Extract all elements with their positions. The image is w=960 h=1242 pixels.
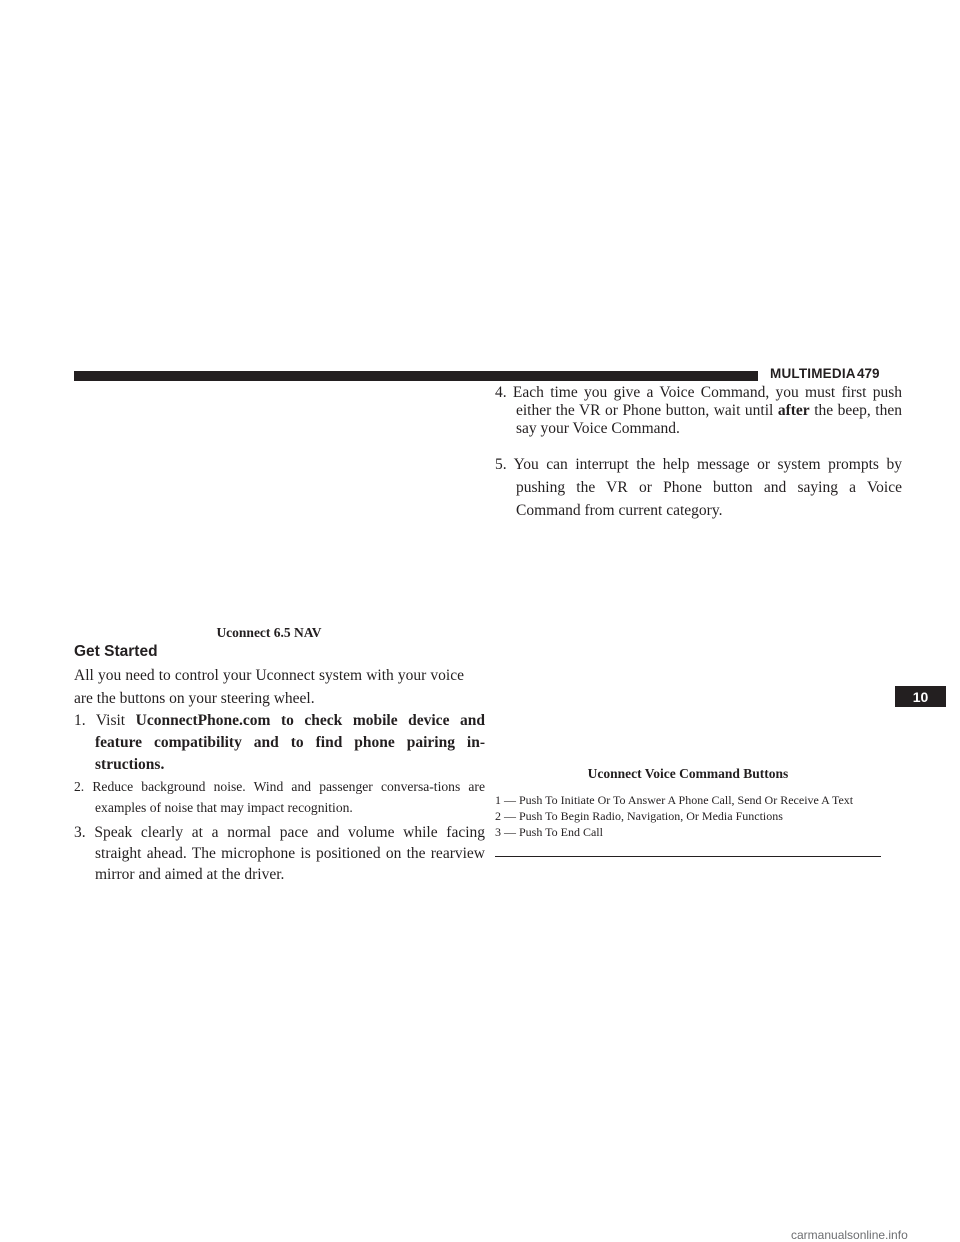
figure-caption-uconnect-nav: Uconnect 6.5 NAV <box>216 625 322 640</box>
step-text: UconnectPhone.com to check mobile device and feature compatibility and to find phone pairing in-structions. <box>95 712 485 773</box>
step-number: 3. <box>74 824 86 841</box>
step-number: 1. <box>74 712 86 729</box>
legend-item: 3 — Push To End Call <box>495 825 603 839</box>
step-text-end: the beep, then say your Voice Command. <box>516 402 902 437</box>
legend-item: 1 — Push To Initiate Or To Answer A Phone Call, Send Or Receive A Text <box>495 793 854 807</box>
step-text: You can interrupt the help message or system prompts by pushing the VR or Phone button and saying a Voice Command from current category. <box>513 456 902 519</box>
step-text: Reduce background noise. Wind and passenger conversa-tions are examples of noise that may impact recognition. <box>92 779 485 815</box>
section-title: MULTIMEDIA <box>770 366 856 381</box>
step-4 <box>495 384 902 438</box>
legend-rule <box>495 856 881 857</box>
step-2 <box>74 776 485 818</box>
step-text: Each time you give a Voice Command, you must first push either the VR or Phone button, wait until <box>512 384 902 419</box>
footer-watermark: carmanualsonline.info <box>791 1228 908 1242</box>
step-1 <box>74 710 485 776</box>
step-lead: Visit <box>95 712 126 729</box>
figure-caption-voice-buttons: Uconnect Voice Command Buttons <box>587 766 789 781</box>
chapter-tab: 10 <box>895 686 946 707</box>
legend-item: 2 — Push To Begin Radio, Navigation, Or Media Functions <box>495 809 783 823</box>
header-rule <box>74 371 758 381</box>
step-emphasis: after <box>777 402 810 419</box>
intro-paragraph: All you need to control your Uconnect system with your voice are the buttons on your steering wheel. <box>74 667 464 707</box>
figure-legend <box>495 792 881 840</box>
step-5 <box>495 453 902 522</box>
page-number: 479 <box>857 366 880 381</box>
section-heading: Get Started <box>74 643 158 660</box>
step-3 <box>74 822 485 885</box>
step-number: 5. <box>495 456 507 473</box>
step-text: Speak clearly at a normal pace and volume while facing straight ahead. The microphone is positioned on the rearview mirror and aimed at the driver. <box>94 824 486 883</box>
step-number: 2. <box>74 779 85 794</box>
step-number: 4. <box>495 384 507 401</box>
